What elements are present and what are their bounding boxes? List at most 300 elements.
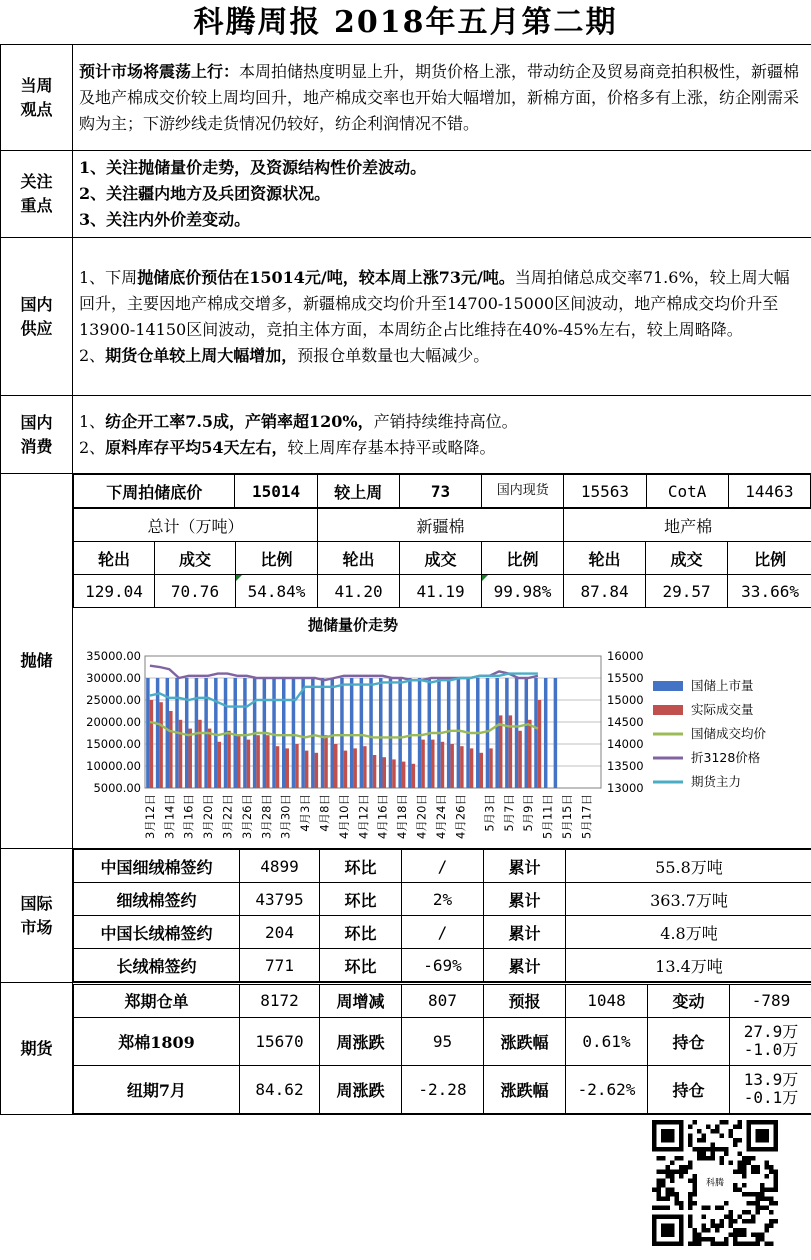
- futures-v3b: -1.0万: [743, 1040, 799, 1059]
- bar-deal: [528, 720, 531, 788]
- qr-module: [742, 1170, 747, 1175]
- bar-supply: [166, 678, 169, 788]
- x-tick-label: 3月22日: [220, 794, 235, 839]
- qr-module: [738, 1215, 743, 1220]
- intl-name: 中国长绒棉签约: [74, 916, 240, 949]
- qr-module: [756, 1233, 761, 1238]
- qr-module: [729, 1219, 734, 1224]
- qr-module: [760, 1206, 765, 1211]
- qr-module: [724, 1120, 729, 1125]
- qr-module: [738, 1165, 743, 1170]
- qr-module: [720, 1156, 725, 1161]
- qr-module: [675, 1170, 680, 1175]
- qr-module: [774, 1183, 779, 1188]
- bar-deal: [324, 735, 327, 788]
- qr-module: [751, 1170, 756, 1175]
- y-tick-right: 13500: [607, 759, 644, 773]
- qr-module: [738, 1152, 743, 1157]
- qr-module: [688, 1165, 693, 1170]
- qr-module: [760, 1188, 765, 1193]
- qr-module: [733, 1125, 738, 1130]
- futures-k2: 涨跌幅: [484, 1065, 566, 1113]
- qr-module: [751, 1219, 756, 1224]
- intl-v1: /: [402, 850, 484, 883]
- x-tick-label: 4月12日: [356, 794, 371, 839]
- qr-module: [769, 1165, 774, 1170]
- cell-value: 29.57: [646, 575, 728, 608]
- bar-deal: [499, 715, 502, 788]
- intl-name: 中国细绒棉签约: [74, 850, 240, 883]
- bar-deal: [441, 742, 444, 788]
- x-tick-label: 3月28日: [259, 794, 274, 839]
- qr-module: [697, 1138, 702, 1143]
- bar-deal: [373, 755, 376, 788]
- qr-module: [769, 1242, 774, 1247]
- reserve-detail: [73, 508, 811, 608]
- qr-module: [738, 1125, 743, 1130]
- qr-module: [688, 1197, 693, 1202]
- x-tick-label: 5月7日: [501, 794, 516, 832]
- qr-module: [711, 1156, 716, 1161]
- qr-module: [711, 1129, 716, 1134]
- qr-module: [666, 1170, 671, 1175]
- intl-v2: 4.8万吨: [566, 916, 811, 949]
- qr-module: [720, 1147, 725, 1152]
- qr-module: [720, 1224, 725, 1229]
- bar-deal: [208, 729, 211, 788]
- qr-module: [729, 1129, 734, 1134]
- bar-deal: [237, 735, 240, 788]
- bar-deal: [159, 702, 162, 788]
- consume-p2-rest: 较上周库存基本持平或略降。: [287, 437, 496, 457]
- intl-name: 长绒棉签约: [74, 949, 240, 982]
- section-label-consume: 国内 消费: [1, 396, 73, 474]
- qr-module: [706, 1156, 711, 1161]
- qr-module: [747, 1161, 752, 1166]
- qr-finder: [661, 1129, 675, 1143]
- x-tick-label: 3月12日: [142, 794, 157, 839]
- qr-module: [693, 1179, 698, 1184]
- qr-module: [675, 1192, 680, 1197]
- y-tick-right: 15500: [607, 671, 644, 685]
- qr-module: [742, 1183, 747, 1188]
- col-header: 轮出: [318, 542, 400, 575]
- qr-finder: [756, 1129, 770, 1143]
- qr-module: [747, 1219, 752, 1224]
- qr-module: [693, 1242, 698, 1247]
- qr-module: [657, 1156, 662, 1161]
- cota-value: 14463: [728, 475, 810, 508]
- legend-label: 实际成交量: [691, 702, 754, 717]
- qr-module: [751, 1156, 756, 1161]
- focus-list: [73, 151, 811, 238]
- intl-v1: 2%: [402, 883, 484, 916]
- qr-module: [661, 1170, 666, 1175]
- qr-module: [774, 1179, 779, 1184]
- qr-module: [679, 1156, 684, 1161]
- qr-module: [742, 1174, 747, 1179]
- view-text: [73, 45, 811, 151]
- qr-module: [706, 1206, 711, 1211]
- intl-k2: 累计: [484, 916, 566, 949]
- qr-module: [657, 1192, 662, 1197]
- futures-v1: -2.28: [402, 1065, 484, 1113]
- bar-supply: [185, 678, 188, 788]
- futures-v3: -789: [730, 984, 811, 1017]
- spot-value: 15563: [564, 475, 646, 508]
- qr-module: [756, 1192, 761, 1197]
- bar-deal: [450, 744, 453, 788]
- x-tick-label: 4月26日: [453, 794, 468, 839]
- qr-module: [747, 1210, 752, 1215]
- intl-table: [73, 849, 811, 982]
- bar-supply: [272, 678, 275, 788]
- qr-module: [693, 1233, 698, 1238]
- intl-value: 204: [240, 916, 320, 949]
- bar-deal: [188, 729, 191, 788]
- qr-module: [715, 1228, 720, 1233]
- qr-module: [697, 1156, 702, 1161]
- bar-supply: [544, 678, 547, 788]
- reserve-vs-value: 73: [399, 475, 481, 508]
- qr-module: [715, 1224, 720, 1229]
- qr-module: [729, 1224, 734, 1229]
- qr-module: [706, 1147, 711, 1152]
- qr-module: [670, 1192, 675, 1197]
- x-tick-label: 3月26日: [239, 794, 254, 839]
- qr-module: [756, 1170, 761, 1175]
- qr-module: [697, 1129, 702, 1134]
- qr-module: [688, 1201, 693, 1206]
- futures-v3: [730, 1017, 811, 1065]
- bar-supply: [418, 678, 421, 788]
- futures-name: 纽期7月: [74, 1065, 240, 1113]
- qr-module: [688, 1206, 693, 1211]
- qr-module: [666, 1188, 671, 1193]
- qr-module: [697, 1152, 702, 1157]
- legend-label: 期货主力: [691, 774, 742, 789]
- qr-module: [751, 1215, 756, 1220]
- qr-module: [733, 1237, 738, 1242]
- qr-module: [702, 1237, 707, 1242]
- consume-p1-bold: 纺企开工率7.5成，产销率超120%，: [105, 411, 374, 431]
- y-tick-right: 14500: [607, 715, 644, 729]
- qr-module: [765, 1228, 770, 1233]
- qr-finder: [661, 1224, 675, 1238]
- qr-module: [760, 1197, 765, 1202]
- cell-value: 41.20: [318, 575, 400, 608]
- qr-module: [738, 1138, 743, 1143]
- qr-module: [742, 1233, 747, 1238]
- qr-module: [657, 1170, 662, 1175]
- qr-module: [657, 1183, 662, 1188]
- qr-module: [711, 1152, 716, 1157]
- legend-label: 国储上市量: [691, 678, 754, 693]
- bar-deal: [363, 746, 366, 788]
- qr-module: [747, 1192, 752, 1197]
- qr-module: [688, 1125, 693, 1130]
- supply-p1-pre: 1、下周: [79, 267, 138, 287]
- reserve-vs-label: 较上周: [317, 475, 399, 508]
- qr-module: [715, 1242, 720, 1247]
- qr-module: [769, 1188, 774, 1193]
- x-tick-label: 5月17日: [579, 794, 594, 839]
- qr-module: [693, 1237, 698, 1242]
- futures-block: [73, 983, 811, 1115]
- qr-module: [720, 1242, 725, 1247]
- y-tick-left: 15000.00: [86, 737, 141, 751]
- intl-k1: 环比: [320, 883, 402, 916]
- bar-supply: [340, 678, 343, 788]
- report-table: [0, 44, 811, 1115]
- qr-module: [657, 1188, 662, 1193]
- qr-module: [693, 1120, 698, 1125]
- qr-module: [733, 1138, 738, 1143]
- qr-module: [688, 1219, 693, 1224]
- bar-supply: [233, 678, 236, 788]
- intl-block: [73, 849, 811, 983]
- bar-deal: [150, 700, 153, 788]
- qr-module: [670, 1161, 675, 1166]
- futures-v2: 1048: [566, 984, 648, 1017]
- qr-module: [666, 1206, 671, 1211]
- futures-k3: 持仓: [648, 1065, 730, 1113]
- qr-module: [738, 1161, 743, 1166]
- qr-module: [661, 1179, 666, 1184]
- y-tick-left: 25000.00: [86, 693, 141, 707]
- qr-module: [666, 1197, 671, 1202]
- qr-module: [742, 1156, 747, 1161]
- futures-k1: 周涨跌: [320, 1017, 402, 1065]
- bar-deal: [431, 740, 434, 788]
- bar-supply: [398, 678, 401, 788]
- qr-module: [769, 1170, 774, 1175]
- qr-module: [697, 1147, 702, 1152]
- qr-module: [724, 1215, 729, 1220]
- qr-module: [702, 1215, 707, 1220]
- qr-module: [702, 1134, 707, 1139]
- qr-module: [756, 1206, 761, 1211]
- focus-item: 1、关注抛储量价走势，及资源结构性价差波动。: [79, 158, 427, 177]
- qr-module: [670, 1174, 675, 1179]
- qr-module: [738, 1120, 743, 1125]
- reserve-floor-label: 下周拍储底价: [74, 475, 235, 508]
- qr-module: [756, 1197, 761, 1202]
- legend-label: 国储成交均价: [691, 726, 767, 741]
- qr-module: [693, 1183, 698, 1188]
- qr-module: [702, 1138, 707, 1143]
- y-tick-left: 30000.00: [86, 671, 141, 685]
- cell-value: 129.04: [74, 575, 155, 608]
- view-head: 预计市场将震荡上行：: [79, 61, 240, 81]
- qr-module: [697, 1242, 702, 1247]
- x-tick-label: 5月15日: [560, 794, 575, 839]
- bar-deal: [276, 746, 279, 788]
- bar-deal: [305, 751, 308, 788]
- futures-k2: 预报: [484, 984, 566, 1017]
- qr-module: [724, 1242, 729, 1247]
- qr-module: [742, 1242, 747, 1247]
- qr-module: [670, 1188, 675, 1193]
- bar-supply: [350, 678, 353, 788]
- consume-p2-bold: 原料库存平均54天左右，: [105, 437, 288, 457]
- x-tick-label: 4月18日: [395, 794, 410, 839]
- qr-module: [738, 1188, 743, 1193]
- qr-module: [729, 1215, 734, 1220]
- futures-v2: -2.62%: [566, 1065, 648, 1113]
- qr-module: [679, 1165, 684, 1170]
- supply-p1-rest: 当周拍储总成交率71.6%，较上周大幅回升，主要因地产棉成交增多，新疆棉成交均价升至14700-15000区间波动，地产棉成交均价升至13900-14150区间波动，竞拍主体方面，本周纺企占比维持在40%-45%左右，较上周略降。: [79, 267, 790, 339]
- supply-p1-bold: 抛储底价预估在15014元/吨，较本周上涨73元/吨。: [137, 267, 515, 287]
- qr-module: [724, 1201, 729, 1206]
- futures-k1: 周增减: [320, 984, 402, 1017]
- supply-text: [73, 238, 811, 396]
- qr-module: [711, 1224, 716, 1229]
- bar-supply: [505, 678, 508, 788]
- qr-module: [733, 1233, 738, 1238]
- intl-k1: 环比: [320, 949, 402, 982]
- x-tick-label: 4月10日: [336, 794, 351, 839]
- qr-module: [715, 1206, 720, 1211]
- bar-supply: [389, 678, 392, 788]
- x-tick-label: 3月20日: [201, 794, 216, 839]
- qr-module: [697, 1237, 702, 1242]
- futures-name: 郑棉1809: [74, 1017, 240, 1065]
- x-tick-label: 4月3日: [298, 794, 313, 832]
- qr-module: [715, 1125, 720, 1130]
- qr-module: [693, 1228, 698, 1233]
- col-header: 轮出: [74, 542, 155, 575]
- intl-v2: 363.7万吨: [566, 883, 811, 916]
- series-line: [150, 674, 538, 707]
- qr-module: [670, 1179, 675, 1184]
- qr-module: [751, 1242, 756, 1247]
- qr-module: [684, 1165, 689, 1170]
- y-tick-right: 15000: [607, 693, 644, 707]
- bar-deal: [402, 762, 405, 788]
- spot-label: 国内现货: [482, 475, 564, 508]
- x-tick-label: 4月16日: [375, 794, 390, 839]
- bar-supply: [311, 678, 314, 788]
- section-label-view: 当周 观点: [1, 45, 73, 151]
- qr-module: [702, 1228, 707, 1233]
- intl-name: 细绒棉签约: [74, 883, 240, 916]
- legend-label: 折3128价格: [691, 750, 761, 765]
- qr-module: [661, 1206, 666, 1211]
- qr-module: [733, 1219, 738, 1224]
- bar-deal: [315, 753, 318, 788]
- futures-value: 15670: [240, 1017, 320, 1065]
- qr-logo-text: 科腾: [705, 1178, 725, 1189]
- qr-module: [657, 1206, 662, 1211]
- qr-module: [706, 1228, 711, 1233]
- intl-k2: 累计: [484, 850, 566, 883]
- bar-supply: [331, 678, 334, 788]
- futures-k2: 涨跌幅: [484, 1017, 566, 1065]
- qr-module: [720, 1219, 725, 1224]
- qr-module: [711, 1143, 716, 1148]
- qr-module: [756, 1165, 761, 1170]
- qr-module: [688, 1224, 693, 1229]
- qr-module: [720, 1120, 725, 1125]
- col-header: 成交: [400, 542, 482, 575]
- qr-module: [679, 1170, 684, 1175]
- page-title: 科腾周报 2018年五月第二期: [193, 5, 618, 40]
- qr-module: [688, 1242, 693, 1247]
- bar-supply: [146, 678, 149, 788]
- qr-module: [738, 1242, 743, 1247]
- qr-module: [769, 1201, 774, 1206]
- qr-module: [688, 1143, 693, 1148]
- futures-v3b: -0.1万: [743, 1088, 799, 1107]
- qr-module: [724, 1152, 729, 1157]
- bar-supply: [321, 678, 324, 788]
- bar-supply: [282, 678, 285, 788]
- intl-k1: 环比: [320, 850, 402, 883]
- qr-module: [729, 1210, 734, 1215]
- group-xinjiang: 新疆棉: [318, 509, 564, 542]
- qr-module: [693, 1201, 698, 1206]
- qr-module: [702, 1156, 707, 1161]
- qr-module: [652, 1188, 657, 1193]
- qr-module: [760, 1233, 765, 1238]
- qr-module: [720, 1134, 725, 1139]
- bar-deal: [470, 748, 473, 788]
- bar-supply: [301, 678, 304, 788]
- qr-module: [751, 1201, 756, 1206]
- qr-module: [738, 1233, 743, 1238]
- cell-value: 54.84%: [236, 575, 318, 608]
- bar-supply: [525, 678, 528, 788]
- col-header: 比例: [236, 542, 318, 575]
- qr-module: [733, 1170, 738, 1175]
- bar-supply: [369, 678, 372, 788]
- section-label-focus: 关注 重点: [1, 151, 73, 238]
- bar-deal: [392, 759, 395, 788]
- qr-module: [657, 1197, 662, 1202]
- qr-module: [711, 1242, 716, 1247]
- qr-module: [760, 1237, 765, 1242]
- bar-supply: [214, 678, 217, 788]
- futures-name: 郑期仓单: [74, 984, 240, 1017]
- qr-module: [751, 1192, 756, 1197]
- col-header: 成交: [646, 542, 728, 575]
- intl-v2: 55.8万吨: [566, 850, 811, 883]
- bar-supply: [447, 678, 450, 788]
- qr-module: [742, 1210, 747, 1215]
- qr-module: [688, 1134, 693, 1139]
- x-tick-label: 5月3日: [482, 794, 497, 832]
- qr-module: [666, 1174, 671, 1179]
- futures-k1: 周涨跌: [320, 1065, 402, 1113]
- intl-k1: 环比: [320, 916, 402, 949]
- qr-module: [765, 1242, 770, 1247]
- consume-p1-rest: 产销持续维持高位。: [373, 411, 518, 431]
- bar-deal: [285, 748, 288, 788]
- qr-module: [675, 1156, 680, 1161]
- qr-module: [756, 1210, 761, 1215]
- section-label-intl: 国际 市场: [1, 849, 73, 983]
- supply-p2-rest: 预报仓单数量也大幅减少。: [297, 345, 490, 365]
- bar-supply: [379, 678, 382, 788]
- qr-module: [666, 1165, 671, 1170]
- focus-item: 2、关注疆内地方及兵团资源状况。: [79, 184, 331, 203]
- intl-v1: /: [402, 916, 484, 949]
- y-tick-left: 5000.00: [93, 781, 141, 795]
- qr-module: [751, 1233, 756, 1238]
- qr-module: [747, 1201, 752, 1206]
- futures-v3a: 13.9万: [743, 1070, 799, 1089]
